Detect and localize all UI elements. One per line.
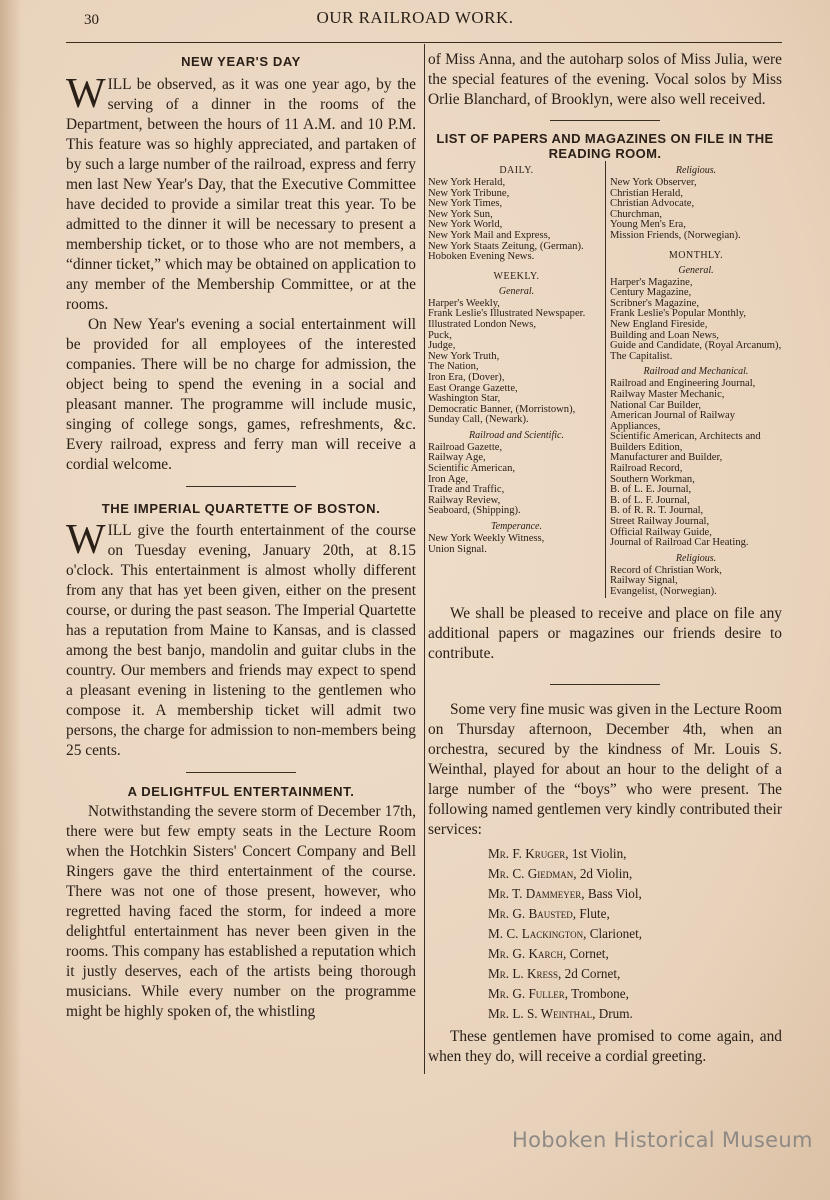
list-item: New York Truth, bbox=[428, 350, 500, 362]
list-item: Railway Review, bbox=[428, 494, 501, 506]
list-item: The Capitalist. bbox=[610, 350, 673, 362]
section-divider bbox=[550, 120, 660, 121]
list-item: Railway Master Mechanic, bbox=[610, 388, 725, 400]
list-item: New England Fireside, bbox=[610, 318, 708, 330]
list-item: Southern Workman, bbox=[610, 473, 695, 485]
list-item: Evangelist, (Norwegian). bbox=[610, 586, 717, 597]
musician-list bbox=[428, 844, 782, 1024]
musician-name: M. C. Lackington, bbox=[488, 925, 587, 941]
list-item: Building and Loan News, bbox=[610, 329, 719, 341]
list-item: Scientific American, Architects and Builders Edition, bbox=[610, 431, 761, 453]
list-item: Judge, bbox=[428, 340, 456, 352]
list-item: Railway Signal, bbox=[610, 575, 678, 587]
list-item: Railroad and Engineering Journal, bbox=[610, 378, 756, 390]
list-item: Churchman, bbox=[610, 208, 663, 220]
paragraph: ILL give the fourth entertainment of the course on Tuesday evening, January 20th, at 8.15 o'clock. This entertainment is almost wholly different from any that has yet been given, either on the present course, or during the past season. The Imperial Quartette has a reputation from Maine to Kansas, and is classed among the best banjo, mandolin and guitar clubs in the country. Our members and friends may expect to spend a pleasant evening in listening to the gentlemen who compose it. A membership ticket will admit two persons, the charge for admission to non-members being 25 cents. bbox=[66, 522, 416, 759]
new-years-day-heading: NEW YEAR'S DAY bbox=[181, 54, 301, 69]
paragraph: On New Year's evening a social entertainment will be provided for all employees of the interested companies. There will be no charge for admission, the object being to spend the evening in a social and pleasant manner. The programme will include music, singing of college songs, games, refreshments, &c. Every railroad, express and ferry man will receive a cordial welcome. bbox=[66, 316, 416, 473]
paragraph: of Miss Anna, and the autoharp solos of Miss Julia, were the special features of the evening. Vocal solos by Miss Orlie Blanchard, of Brooklyn, were also well received. bbox=[428, 51, 782, 108]
list-item: New York Mail and Express, bbox=[428, 229, 551, 241]
list-item: Iron Era, (Dover), bbox=[428, 371, 505, 383]
list-item: Street Railway Journal, bbox=[610, 516, 710, 528]
list-item: Union Signal. bbox=[428, 543, 487, 555]
new-years-day-article bbox=[66, 71, 416, 475]
list-daily bbox=[428, 178, 605, 263]
musician-name: Mr. F. Kruger, bbox=[488, 845, 569, 861]
list-column bbox=[428, 161, 605, 598]
list-weekly-railroad bbox=[428, 443, 605, 517]
list-item: New York Tribune, bbox=[428, 187, 510, 199]
musician-entry bbox=[428, 984, 782, 1004]
list-item: Manufacturer and Builder, bbox=[610, 452, 723, 464]
musician-name: Mr. T. Dammeyer, bbox=[488, 885, 585, 901]
paragraph: Some very fine music was given in the Lecture Room on Thursday afternoon, December 4th, when an orchestra, secured by the kindness of Mr. Louis S. Weinthal, played for about an hour to the delight of a large number of the “boys” who were present. The following named gentlemen very kindly contributed their services: bbox=[428, 700, 782, 838]
list-monthly-general bbox=[610, 278, 782, 363]
left-column bbox=[66, 50, 416, 1022]
list-item: National Car Builder, bbox=[610, 399, 702, 411]
list-item: B. of R. R. T. Journal, bbox=[610, 505, 704, 517]
list-item: New York Herald, bbox=[428, 177, 506, 188]
reading-room-heading: LIST OF PAPERS AND MAGAZINES ON FILE IN THE READING ROOM. bbox=[436, 131, 774, 161]
list-item: Journal of Railroad Car Heating. bbox=[610, 537, 749, 549]
musician-part: Drum. bbox=[595, 1005, 633, 1021]
list-subheading: DAILY. bbox=[499, 165, 534, 176]
list-item: Iron Age, bbox=[428, 473, 469, 485]
column-rule bbox=[424, 44, 425, 1074]
list-item: Scientific American, bbox=[428, 463, 516, 475]
musician-entry bbox=[428, 1004, 782, 1024]
list-item: Trade and Traffic, bbox=[428, 484, 505, 496]
paragraph: We shall be pleased to receive and place on file any additional papers or magazines our friends desire to contribute. bbox=[428, 604, 782, 662]
list-item: American Journal of Railway Appliances, bbox=[610, 410, 736, 432]
list-item: Railway Age, bbox=[428, 452, 486, 464]
list-item: Guide and Candidate, (Royal Arcanum), bbox=[610, 340, 782, 352]
paragraph: These gentlemen have promised to come again, and when they do, will receive a cordial greeting. bbox=[428, 1027, 782, 1065]
list-item: New York Staats Zeitung, (German). bbox=[428, 240, 584, 252]
paragraph: Notwithstanding the severe storm of December 17th, there were but few empty seats in the Lecture Room when the Hotchkin Sisters' Concert Company and Bell Ringers gave the third entertainment of the course. There was not one of those present, however, who regretted having faced the storm, for indeed a more delightful entertainment has never been given in the rooms. This company has established a reputation which it justly deserves, each of the artists being thorough musicians. While every number on the programme might be highly spoken of, the whistling bbox=[66, 803, 416, 1020]
drop-cap: W bbox=[66, 71, 106, 117]
list-item: Young Men's Era, bbox=[610, 219, 686, 231]
list-item: Century Magazine, bbox=[610, 287, 692, 299]
list-subheading: Temperance. bbox=[490, 521, 542, 533]
musician-part: Flute, bbox=[576, 905, 610, 921]
musician-name: Mr. L. S. Weinthal, bbox=[488, 1005, 596, 1021]
list-item: Democratic Banner, (Morristown), bbox=[428, 403, 576, 415]
list-weekly-general bbox=[428, 299, 605, 426]
musician-entry bbox=[428, 864, 782, 884]
list-item: New York Sun, bbox=[428, 208, 493, 220]
musician-entry bbox=[428, 964, 782, 984]
list-item: Frank Leslie's Illustrated Newspaper. bbox=[428, 308, 586, 320]
quartette-heading: THE IMPERIAL QUARTETTE OF BOSTON. bbox=[101, 501, 381, 516]
list-item: B. of L. F. Journal, bbox=[610, 494, 690, 506]
list-item: New York Times, bbox=[428, 198, 503, 210]
list-religious bbox=[610, 178, 782, 242]
list-subheading: Railroad and Scientific. bbox=[469, 429, 564, 441]
musician-name: Mr. C. Giedman, bbox=[488, 865, 577, 881]
list-item: B. of L. E. Journal, bbox=[610, 484, 692, 496]
musician-name: Mr. G. Fuller, bbox=[488, 985, 569, 1001]
list-subheading: Railroad and Mechanical. bbox=[643, 366, 749, 378]
page-edge-shadow bbox=[0, 0, 22, 1200]
quartette-article bbox=[66, 517, 416, 761]
running-title: OUR RAILROAD WORK. bbox=[316, 8, 514, 27]
list-item: Illustrated London News, bbox=[428, 318, 536, 330]
musician-entry bbox=[428, 904, 782, 924]
list-column bbox=[605, 161, 782, 598]
list-monthly-religious bbox=[610, 566, 782, 598]
delightful-heading: A DELIGHTFUL ENTERTAINMENT. bbox=[127, 784, 355, 799]
list-subheading: MONTHLY. bbox=[668, 249, 724, 261]
musician-part: 2d Cornet, bbox=[561, 965, 621, 981]
musician-entry bbox=[428, 924, 782, 944]
museum-watermark: Hoboken Historical Museum bbox=[512, 1128, 813, 1152]
section-divider bbox=[186, 772, 296, 773]
list-item: Frank Leslie's Popular Monthly, bbox=[610, 308, 746, 320]
list-weekly-temperance bbox=[428, 534, 605, 555]
drop-cap: W bbox=[66, 517, 106, 563]
list-subheading: Religious. bbox=[675, 165, 717, 176]
list-item: Sunday Call, (Newark). bbox=[428, 414, 529, 426]
list-item: Puck, bbox=[428, 329, 452, 341]
list-item: The Nation, bbox=[428, 361, 479, 373]
list-item: Seaboard, (Shipping). bbox=[428, 505, 521, 517]
section-divider bbox=[550, 684, 660, 685]
musician-part: 1st Violin, bbox=[568, 845, 627, 861]
musician-part: 2d Violin, bbox=[576, 865, 633, 881]
right-column bbox=[428, 50, 782, 1067]
list-subheading: General. bbox=[498, 285, 535, 297]
musician-name: Mr. G. Karch, bbox=[488, 945, 567, 961]
list-item: New York Weekly Witness, bbox=[428, 533, 545, 545]
list-item: Christian Herald, bbox=[610, 187, 683, 199]
list-subheading: WEEKLY. bbox=[493, 270, 540, 282]
musician-part: Bass Viol, bbox=[584, 885, 642, 901]
musician-entry bbox=[428, 944, 782, 964]
musician-part: Trombone, bbox=[568, 985, 629, 1001]
reading-room-list bbox=[428, 161, 782, 598]
section-divider bbox=[186, 486, 296, 487]
musician-part: Clarionet, bbox=[586, 925, 643, 941]
list-item: Christian Advocate, bbox=[610, 198, 695, 210]
list-item: Scribner's Magazine, bbox=[610, 297, 699, 309]
list-item: East Orange Gazette, bbox=[428, 382, 518, 394]
musician-part: Cornet, bbox=[566, 945, 609, 961]
list-item: New York Observer, bbox=[610, 177, 697, 188]
musician-entry bbox=[428, 884, 782, 904]
list-subheading: General. bbox=[678, 264, 714, 276]
list-item: New York World, bbox=[428, 219, 503, 231]
paragraph: ILL be observed, as it was one year ago, by the serving of a dinner in the rooms of the Department, between the hours of 11 A.M. and 10 P.M. This feature was so highly appreciated, and partaken of by such a large number of the railroad, express and ferry men last New Year's Day, that the Executive Committee have decided to provide a similar treat this year. To be admitted to the dinner it will be necessary to present a membership ticket, or to those who are not members, a “dinner ticket,” which may be obtained on application to any member of the Membership Committee, or at the rooms. bbox=[66, 76, 416, 313]
musician-entry bbox=[428, 844, 782, 864]
list-item: Railroad Gazette, bbox=[428, 441, 503, 453]
list-item: Hoboken Evening News. bbox=[428, 251, 535, 263]
list-monthly-railroad bbox=[610, 379, 782, 549]
list-item: Harper's Magazine, bbox=[610, 276, 693, 288]
page-number: 30 bbox=[84, 12, 99, 28]
list-item: Railroad Record, bbox=[610, 463, 683, 475]
list-item: Record of Christian Work, bbox=[610, 564, 722, 576]
list-item: Official Railway Guide, bbox=[610, 526, 712, 538]
list-item: Mission Friends, (Norwegian). bbox=[610, 229, 741, 241]
list-item: Washington Star, bbox=[428, 393, 501, 405]
list-subheading: Religious. bbox=[675, 552, 717, 564]
musician-name: Mr. L. Kress, bbox=[488, 965, 562, 981]
list-item: Harper's Weekly, bbox=[428, 297, 500, 309]
musician-name: Mr. G. Bausted, bbox=[488, 905, 577, 921]
header-rule bbox=[66, 42, 782, 43]
